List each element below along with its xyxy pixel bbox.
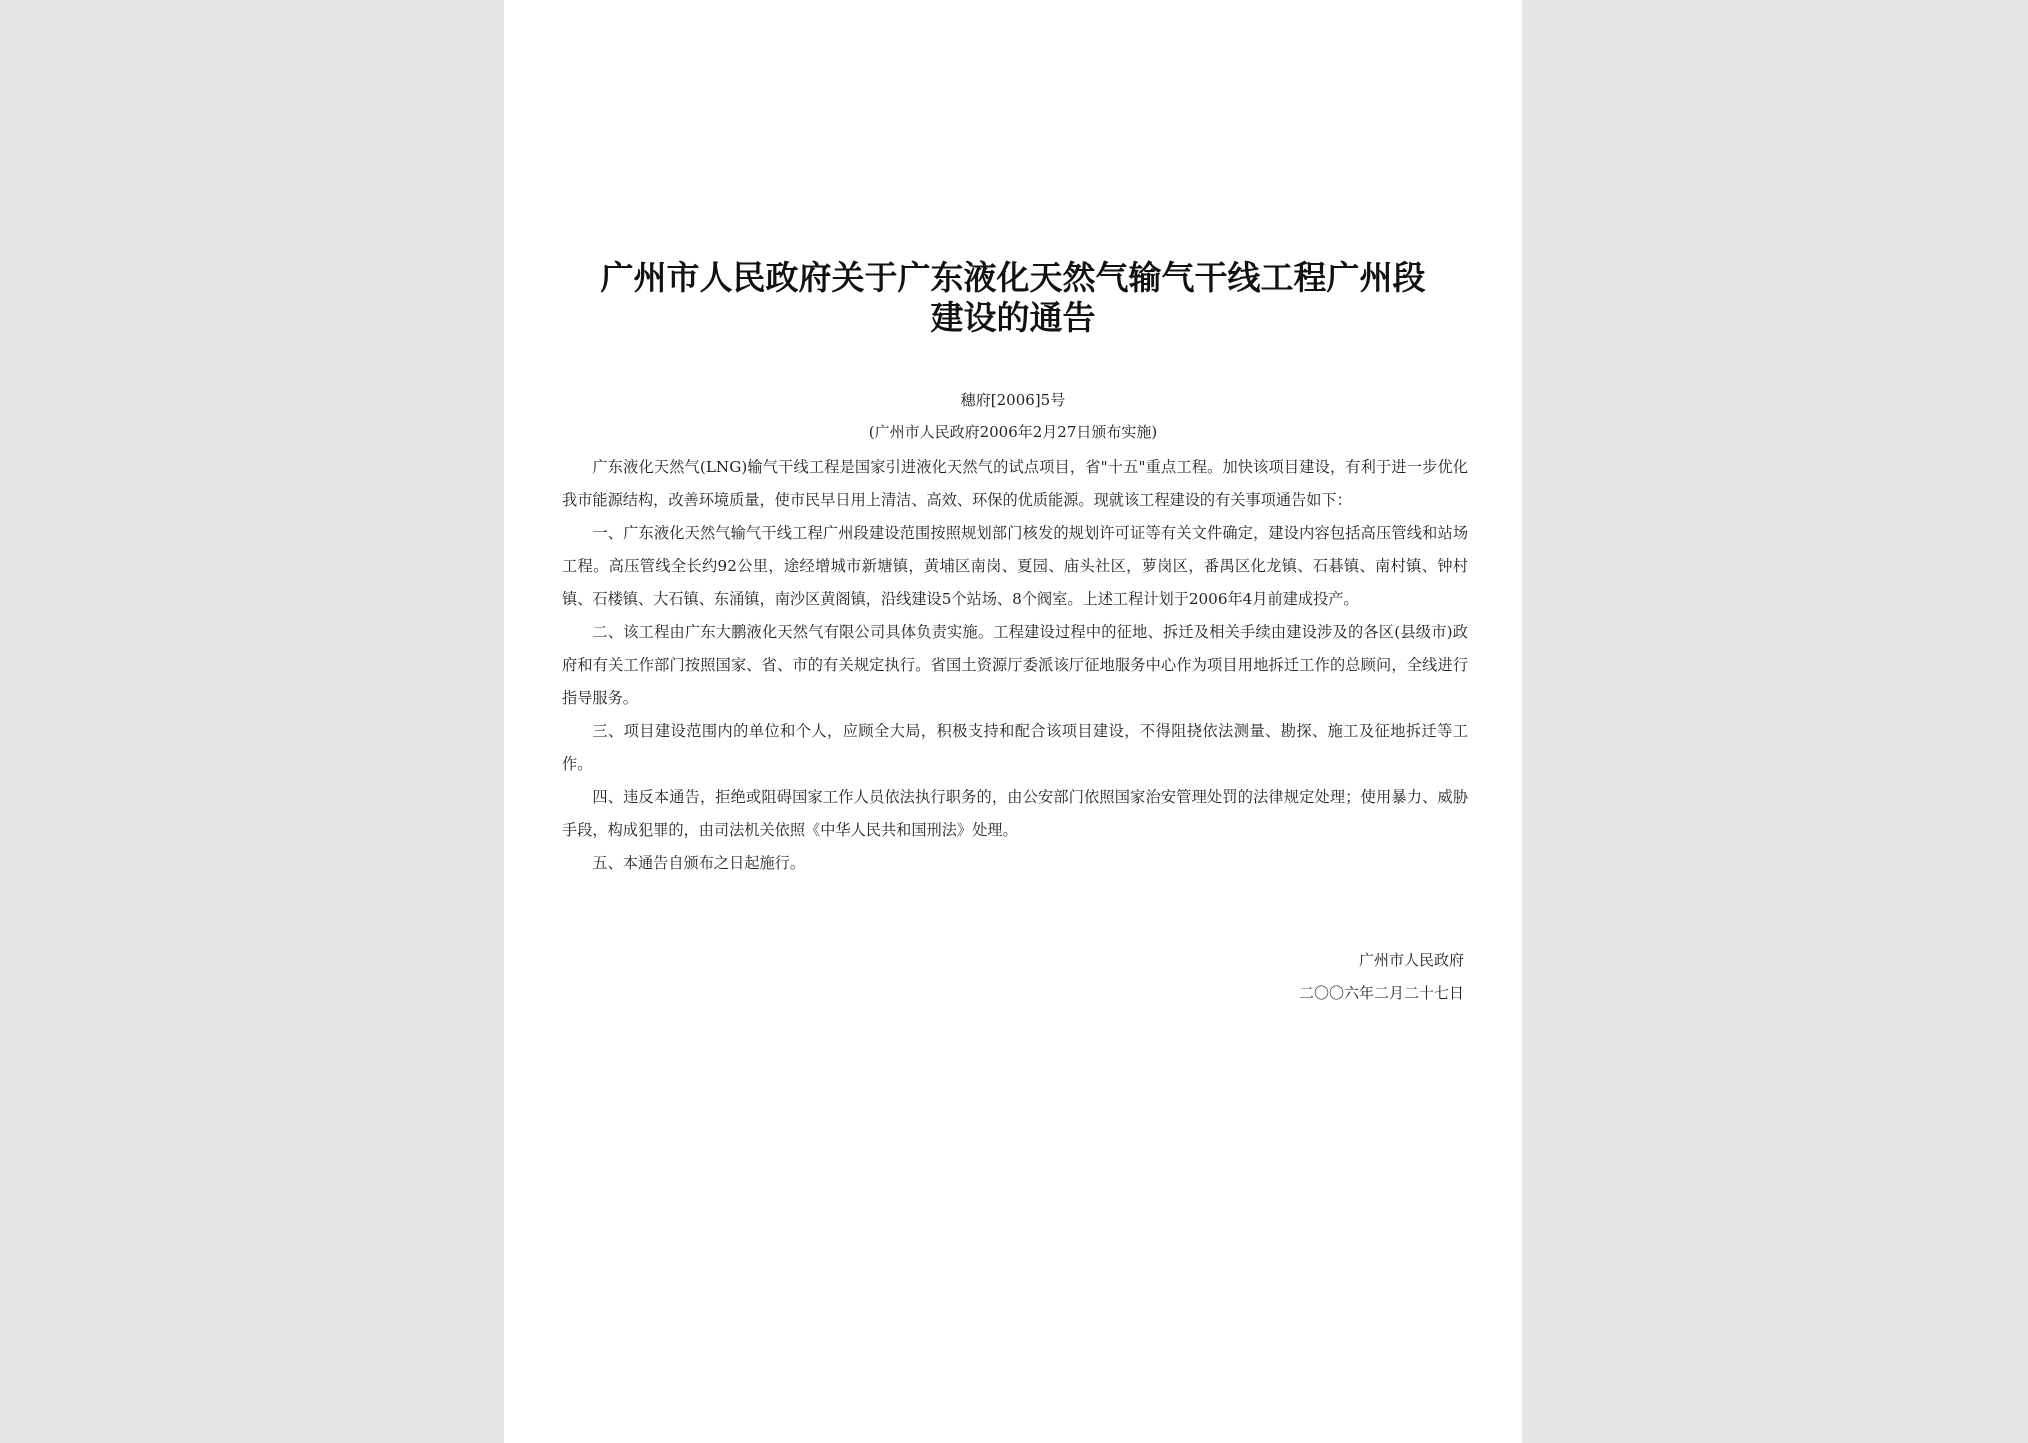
article-1-paragraph: 一、广东液化天然气输气干线工程广州段建设范围按照规划部门核发的规划许可证等有关文件确定，建设内容包括高压管线和站场工程。高压管线全长约92公里，途经增城市新塘镇，黄埔区南岗、夏园、庙头社区，萝岗区，番禺区化龙镇、石碁镇、南村镇、钟村镇、石楼镇、大石镇、东涌镇，南沙区黄阁镇，沿线建设5个站场、8个阀室。上述工程计划于2006年4月前建成投产。 — [562, 524, 1468, 608]
signature-organization: 广州市人民政府 — [1358, 951, 1464, 969]
article-4-paragraph: 四、违反本通告，拒绝或阻碍国家工作人员依法执行职务的，由公安部门依照国家治安管理处罚的法律规定处理；使用暴力、威胁手段，构成犯罪的，由司法机关依照《中华人民共和国刑法》处理。 — [562, 788, 1468, 839]
signature-date: 二〇〇六年二月二十七日 — [1298, 984, 1464, 1002]
article-3-paragraph: 三、项目建设范围内的单位和个人，应顾全大局，积极支持和配合该项目建设，不得阻挠依法测量、勘探、施工及征地拆迁等工作。 — [562, 722, 1468, 773]
document-body — [562, 451, 1468, 880]
document-number: 穗府[2006]5号 — [960, 391, 1066, 409]
article-5-paragraph: 五、本通告自颁布之日起施行。 — [592, 854, 806, 872]
document-page — [504, 0, 1522, 1443]
article-2-paragraph: 二、该工程由广东大鹏液化天然气有限公司具体负责实施。工程建设过程中的征地、拆迁及相关手续由建设涉及的各区(县级市)政府和有关工作部门按照国家、省、市的有关规定执行。省国土资源厅委派该厅征地服务中心作为项目用地拆迁工作的总顾问，全线进行指导服务。 — [562, 623, 1468, 707]
issue-note: (广州市人民政府2006年2月27日颁布实施) — [868, 423, 1158, 441]
document-title: 广州市人民政府关于广东液化天然气输气干线工程广州段建设的通告 — [600, 258, 1426, 337]
intro-paragraph: 广东液化天然气(LNG)输气干线工程是国家引进液化天然气的试点项目，省"十五"重点工程。加快该项目建设，有利于进一步优化我市能源结构，改善环境质量，使市民早日用上清洁、高效、环保的优质能源。现就该工程建设的有关事项通告如下： — [562, 458, 1468, 509]
